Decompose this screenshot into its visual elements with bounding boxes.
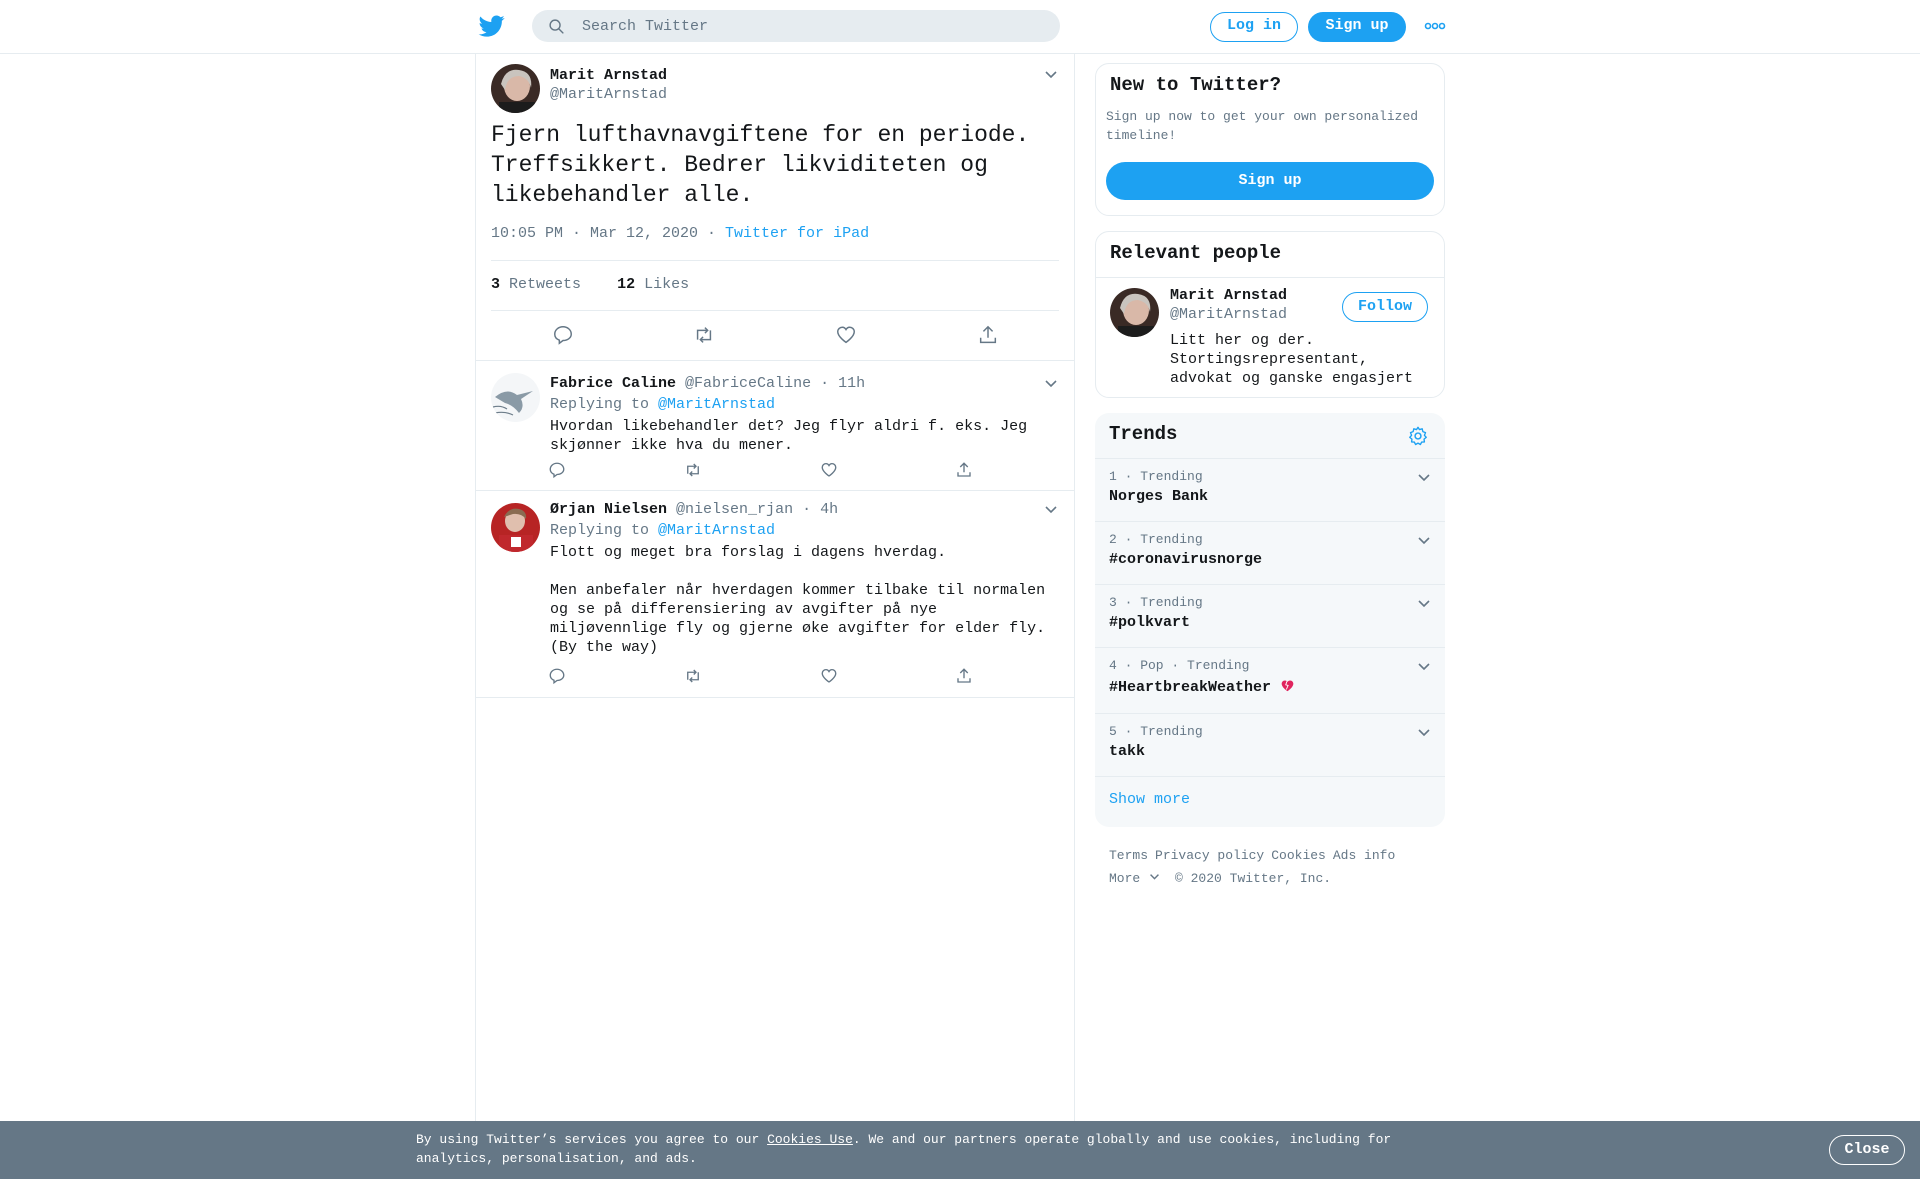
share-icon[interactable] xyxy=(977,324,999,346)
divider xyxy=(491,260,1059,261)
cookies-use-link[interactable]: Cookies Use xyxy=(767,1132,853,1147)
person-name[interactable]: Marit Arnstad xyxy=(1170,287,1288,304)
tweet-actions xyxy=(550,461,1060,485)
cookie-text-before: By using Twitter’s services you agree to our xyxy=(416,1132,768,1147)
reply-icon[interactable] xyxy=(548,667,566,685)
trend-name[interactable] xyxy=(1109,679,1295,696)
author-handle-time[interactable]: @nielsen_rjan · 4h xyxy=(676,501,839,518)
reply-icon[interactable] xyxy=(548,461,566,479)
like-icon[interactable] xyxy=(820,667,838,685)
search-input[interactable] xyxy=(582,10,1042,42)
more-options-icon[interactable] xyxy=(1424,21,1446,31)
reply-icon[interactable] xyxy=(552,324,574,346)
tweet-text-line: likebehandler alle. xyxy=(491,182,754,208)
author-handle-time[interactable]: @FabriceCaline · 11h xyxy=(685,375,866,392)
focus-tweet xyxy=(476,54,1074,361)
person-bio: Litt her og der. Stortingsrepresentant, advokat og ganske engasjert xyxy=(1170,332,1414,387)
replying-label: Replying to xyxy=(550,522,659,539)
chevron-down-icon[interactable] xyxy=(1044,70,1058,80)
chevron-down-icon[interactable] xyxy=(1417,662,1431,672)
card-title: Relevant people xyxy=(1110,242,1282,264)
signup-button[interactable]: Sign up xyxy=(1308,12,1406,42)
show-more-row xyxy=(1095,776,1445,827)
reply-author xyxy=(550,375,865,392)
trend-item[interactable] xyxy=(1095,713,1445,776)
trends-card xyxy=(1095,413,1445,827)
card-subtitle: Sign up now to get your own personalized timeline! xyxy=(1106,109,1419,143)
footer-terms-link[interactable]: Terms xyxy=(1109,848,1149,863)
main-timeline-column xyxy=(475,54,1075,1179)
avatar[interactable] xyxy=(491,373,540,422)
trend-name-text: #HeartbreakWeather xyxy=(1109,679,1272,696)
chevron-down-icon[interactable] xyxy=(1417,599,1431,609)
login-button[interactable]: Log in xyxy=(1210,12,1298,42)
gear-icon[interactable] xyxy=(1407,425,1429,447)
search-icon xyxy=(548,18,565,35)
sidebar-footer xyxy=(1109,844,1449,890)
author-name[interactable]: Ørjan Nielsen xyxy=(550,501,668,518)
footer-more-link[interactable] xyxy=(1109,871,1160,886)
chevron-down-icon[interactable] xyxy=(1417,473,1431,483)
trend-name[interactable]: takk xyxy=(1109,743,1146,760)
tweet-timestamp xyxy=(491,225,869,242)
follow-button[interactable]: Follow xyxy=(1342,292,1428,322)
replying-to-link[interactable]: @MaritArnstad xyxy=(658,522,776,539)
share-icon[interactable] xyxy=(955,461,973,479)
tweet-source-link[interactable]: Twitter for iPad xyxy=(725,225,870,242)
heart-emoji-icon xyxy=(1280,679,1295,693)
top-navigation-bar xyxy=(0,0,1920,54)
reply-text: Hvordan likebehandler det? Jeg flyr aldri f. eks. Jeg skjønner ikke hva du mener. xyxy=(550,418,1028,454)
trend-meta: 1 · Trending xyxy=(1109,469,1203,484)
likes-label: Likes xyxy=(644,276,690,293)
author-name[interactable]: Fabrice Caline xyxy=(550,375,677,392)
likes-stat[interactable] xyxy=(617,276,689,293)
trend-meta: 5 · Trending xyxy=(1109,724,1203,739)
trend-item[interactable] xyxy=(1095,521,1445,584)
like-icon[interactable] xyxy=(820,461,838,479)
likes-count: 12 xyxy=(617,276,636,293)
avatar[interactable] xyxy=(491,503,540,552)
cookie-close-button[interactable]: Close xyxy=(1829,1135,1905,1165)
retweet-icon[interactable] xyxy=(684,461,702,479)
divider xyxy=(491,310,1059,311)
footer-privacy-link[interactable]: Privacy policy xyxy=(1155,848,1265,863)
trend-meta: 4 · Pop · Trending xyxy=(1109,658,1250,673)
retweets-stat[interactable] xyxy=(491,276,581,293)
divider xyxy=(1096,277,1445,278)
trend-name[interactable]: #coronavirusnorge xyxy=(1109,551,1263,568)
reply-tweet[interactable] xyxy=(476,361,1074,491)
card-title: New to Twitter? xyxy=(1110,74,1282,96)
share-icon[interactable] xyxy=(955,667,973,685)
trend-meta: 3 · Trending xyxy=(1109,595,1203,610)
retweet-icon[interactable] xyxy=(684,667,702,685)
tweet-text xyxy=(491,120,1051,210)
cookie-text-after: . We and our partners operate globally and use cookies, including for analytics, personalisation, and ads. xyxy=(416,1132,1392,1166)
search-box[interactable] xyxy=(532,10,1060,42)
tweet-stats xyxy=(491,276,689,293)
replying-to-link[interactable]: @MaritArnstad xyxy=(658,396,776,413)
chevron-down-icon[interactable] xyxy=(1044,379,1058,389)
chevron-down-icon xyxy=(1149,873,1160,881)
footer-ads-link[interactable]: Ads info xyxy=(1332,848,1396,863)
trend-item[interactable] xyxy=(1095,584,1445,647)
trend-name[interactable]: #polkvart xyxy=(1109,614,1191,631)
replying-label: Replying to xyxy=(550,396,659,413)
retweets-label: Retweets xyxy=(509,276,582,293)
person-handle[interactable]: @MaritArnstad xyxy=(1170,306,1288,323)
like-icon[interactable] xyxy=(835,324,857,346)
author-handle[interactable]: @MaritArnstad xyxy=(550,86,668,103)
tweet-time[interactable]: 10:05 PM · Mar 12, 2020 · xyxy=(491,225,726,242)
retweets-count: 3 xyxy=(491,276,501,293)
avatar[interactable] xyxy=(491,64,540,113)
author-name[interactable]: Marit Arnstad xyxy=(550,67,668,84)
tweet-actions xyxy=(491,324,1059,348)
trend-item[interactable] xyxy=(1095,458,1445,521)
relevant-people-card xyxy=(1095,231,1445,398)
reply-paragraph: Men anbefaler når hverdagen kommer tilbake til normalen og se på differensiering av avgifter på nye miljøvennlige fly og gjerne øke avgifter for elder fly. (By the way) xyxy=(550,582,1046,656)
replying-to xyxy=(550,396,775,413)
footer-more-label: More xyxy=(1109,871,1141,886)
chevron-down-icon[interactable] xyxy=(1417,728,1431,738)
trend-meta: 2 · Trending xyxy=(1109,532,1203,547)
show-more-link[interactable]: Show more xyxy=(1109,791,1191,808)
cookie-consent-bar xyxy=(0,1121,1920,1179)
reply-tweet[interactable] xyxy=(476,491,1074,698)
trend-item[interactable] xyxy=(1095,647,1445,713)
twitter-logo-icon[interactable] xyxy=(478,13,506,39)
tweet-text-line: Treffsikkert. Bedrer likviditeten og xyxy=(491,152,988,178)
footer-cookies-link[interactable]: Cookies xyxy=(1271,848,1326,863)
trend-name[interactable]: Norges Bank xyxy=(1109,488,1209,505)
retweet-icon[interactable] xyxy=(693,324,715,346)
reply-text xyxy=(550,543,1060,657)
tweet-text-line: Fjern lufthavnavgiftene for en periode. xyxy=(491,122,1030,148)
footer-copyright: © 2020 Twitter, Inc. xyxy=(1175,871,1332,886)
new-to-twitter-card xyxy=(1095,63,1445,216)
sidebar-signup-button[interactable]: Sign up xyxy=(1106,162,1434,200)
chevron-down-icon[interactable] xyxy=(1044,505,1058,515)
replying-to xyxy=(550,522,775,539)
reply-paragraph: Flott og meget bra forslag i dagens hverdag. xyxy=(550,544,947,561)
chevron-down-icon[interactable] xyxy=(1417,536,1431,546)
reply-author xyxy=(550,501,838,518)
cookie-text xyxy=(416,1130,1416,1168)
tweet-actions xyxy=(550,667,1060,691)
card-title: Trends xyxy=(1109,423,1178,445)
avatar[interactable] xyxy=(1110,288,1159,337)
